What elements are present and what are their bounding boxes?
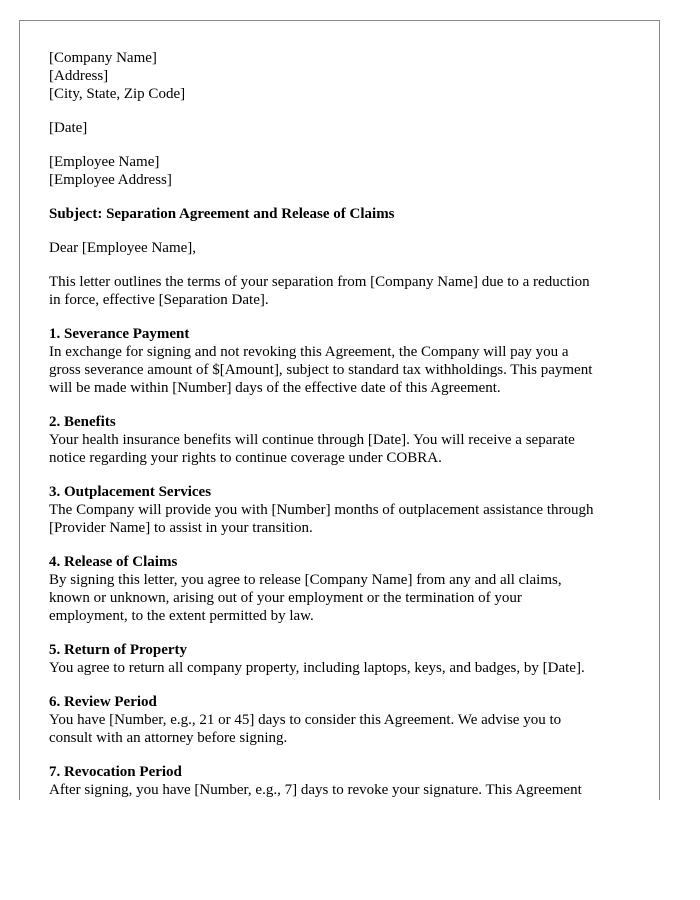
sender-block (49, 49, 639, 103)
section-heading: 6. Review Period (49, 694, 157, 710)
sender-address: [Address] (49, 68, 109, 84)
letter-date: [Date] (49, 120, 88, 136)
subject-block (49, 205, 639, 223)
section-line: After signing, you have [Number, e.g., 7] days to revoke your signature. This Agreement (49, 782, 582, 798)
section-heading: 1. Severance Payment (49, 326, 190, 342)
salutation-block (49, 239, 639, 257)
section-line: You have [Number, e.g., 21 or 45] days to consider this Agreement. We advise you to (49, 712, 562, 728)
letter-content (49, 49, 639, 800)
section-heading: 3. Outplacement Services (49, 484, 212, 500)
section-line: [Provider Name] to assist in your transition. (49, 520, 313, 536)
section-release-of-claims (49, 553, 639, 625)
section-heading: 2. Benefits (49, 414, 116, 430)
intro-paragraph (49, 273, 639, 309)
section-benefits (49, 413, 639, 467)
salutation: Dear [Employee Name], (49, 240, 197, 256)
section-heading: 4. Release of Claims (49, 554, 178, 570)
sender-city-state-zip: [City, State, Zip Code] (49, 86, 186, 102)
intro-line: in force, effective [Separation Date]. (49, 292, 269, 308)
section-line: Your health insurance benefits will continue through [Date]. You will receive a separate (49, 432, 575, 448)
section-revocation-period (49, 763, 639, 799)
section-line: By signing this letter, you agree to release [Company Name] from any and all claims, (49, 572, 562, 588)
section-heading: 7. Revocation Period (49, 764, 182, 780)
recipient-name: [Employee Name] (49, 154, 160, 170)
letter-page (19, 20, 660, 800)
section-outplacement-services (49, 483, 639, 537)
section-review-period (49, 693, 639, 747)
section-severance-payment (49, 325, 639, 397)
sender-company-name: [Company Name] (49, 50, 157, 66)
recipient-address: [Employee Address] (49, 172, 172, 188)
section-line: will be made within [Number] days of the effective date of this Agreement. (49, 380, 501, 396)
section-line: The Company will provide you with [Number] months of outplacement assistance through (49, 502, 594, 518)
section-line: In exchange for signing and not revoking this Agreement, the Company will pay you a (49, 344, 569, 360)
subject-line: Subject: Separation Agreement and Release of Claims (49, 206, 395, 222)
intro-line: This letter outlines the terms of your separation from [Company Name] due to a reduction (49, 274, 590, 290)
section-line: notice regarding your rights to continue coverage under COBRA. (49, 450, 442, 466)
section-line: known or unknown, arising out of your employment or the termination of your (49, 590, 522, 606)
section-line: employment, to the extent permitted by law. (49, 608, 314, 624)
section-heading: 5. Return of Property (49, 642, 188, 658)
section-line: gross severance amount of $[Amount], subject to standard tax withholdings. This payment (49, 362, 593, 378)
section-line: You agree to return all company property, including laptops, keys, and badges, by [Date]. (49, 660, 585, 676)
recipient-block (49, 153, 639, 189)
date-block (49, 119, 639, 137)
section-line: consult with an attorney before signing. (49, 730, 288, 746)
section-return-of-property (49, 641, 639, 677)
